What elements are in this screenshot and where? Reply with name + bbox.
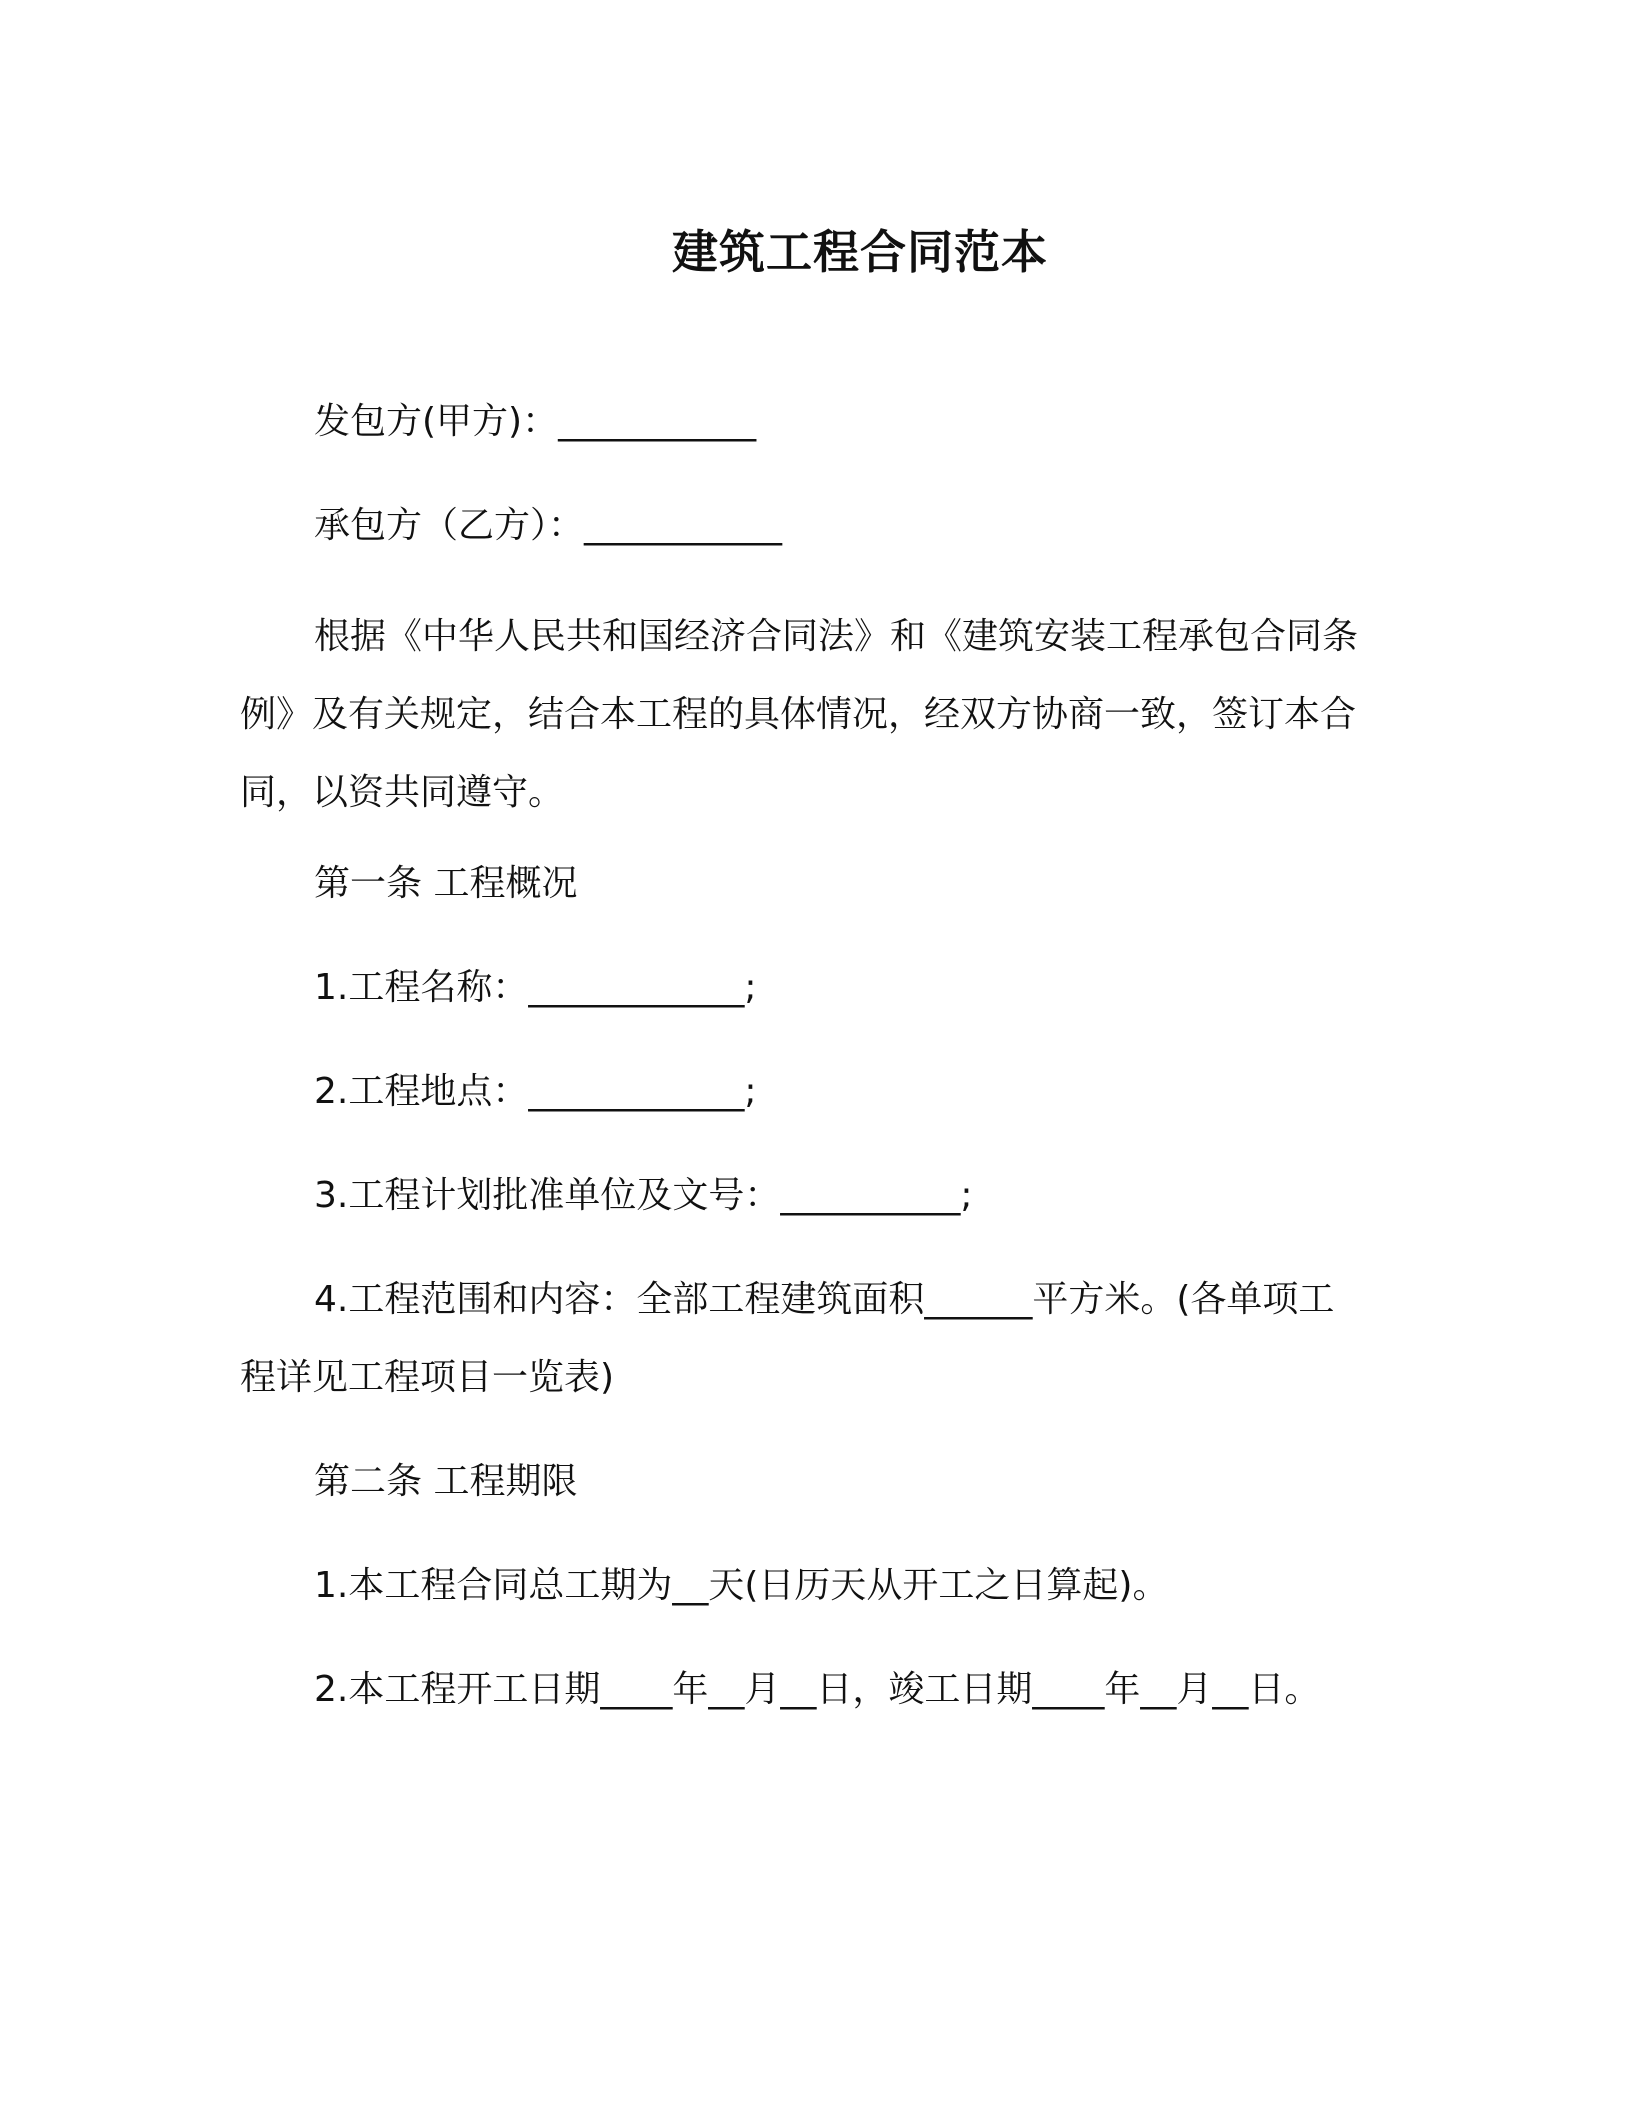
document-title: 建筑工程合同范本 <box>672 225 1048 279</box>
article1-heading: 第一条 工程概况 <box>314 863 578 904</box>
article1-item-project-location: 2.工程地点：____________; <box>314 1071 757 1112</box>
article2-item-total-period: 1.本工程合同总工期为__天(日历天从开工之日算起)。 <box>314 1565 1169 1606</box>
party-a-line: 发包方(甲方)：___________ <box>314 401 757 442</box>
article1-item-scope-line2: 程详见工程项目一览表) <box>240 1357 615 1398</box>
article1-item-scope-line1: 4.工程范围和内容：全部工程建筑面积______平方米。(各单项工 <box>314 1279 1335 1320</box>
article2-heading: 第二条 工程期限 <box>314 1461 578 1502</box>
article2-item-dates: 2.本工程开工日期____年__月__日，竣工日期____年__月__日。 <box>314 1669 1321 1710</box>
article1-item-project-name: 1.工程名称：____________; <box>314 967 757 1008</box>
article1-item-approval-unit: 3.工程计划批准单位及文号：__________; <box>314 1175 973 1216</box>
party-b-line: 承包方（乙方）：___________ <box>314 505 783 546</box>
preamble-paragraph: 根据《中华人民共和国经济合同法》和《建筑安装工程承包合同条例》及有关规定，结合本工程的具体情况，经双方协商一致，签订本合同，以资共同遵守。 <box>240 616 1359 813</box>
